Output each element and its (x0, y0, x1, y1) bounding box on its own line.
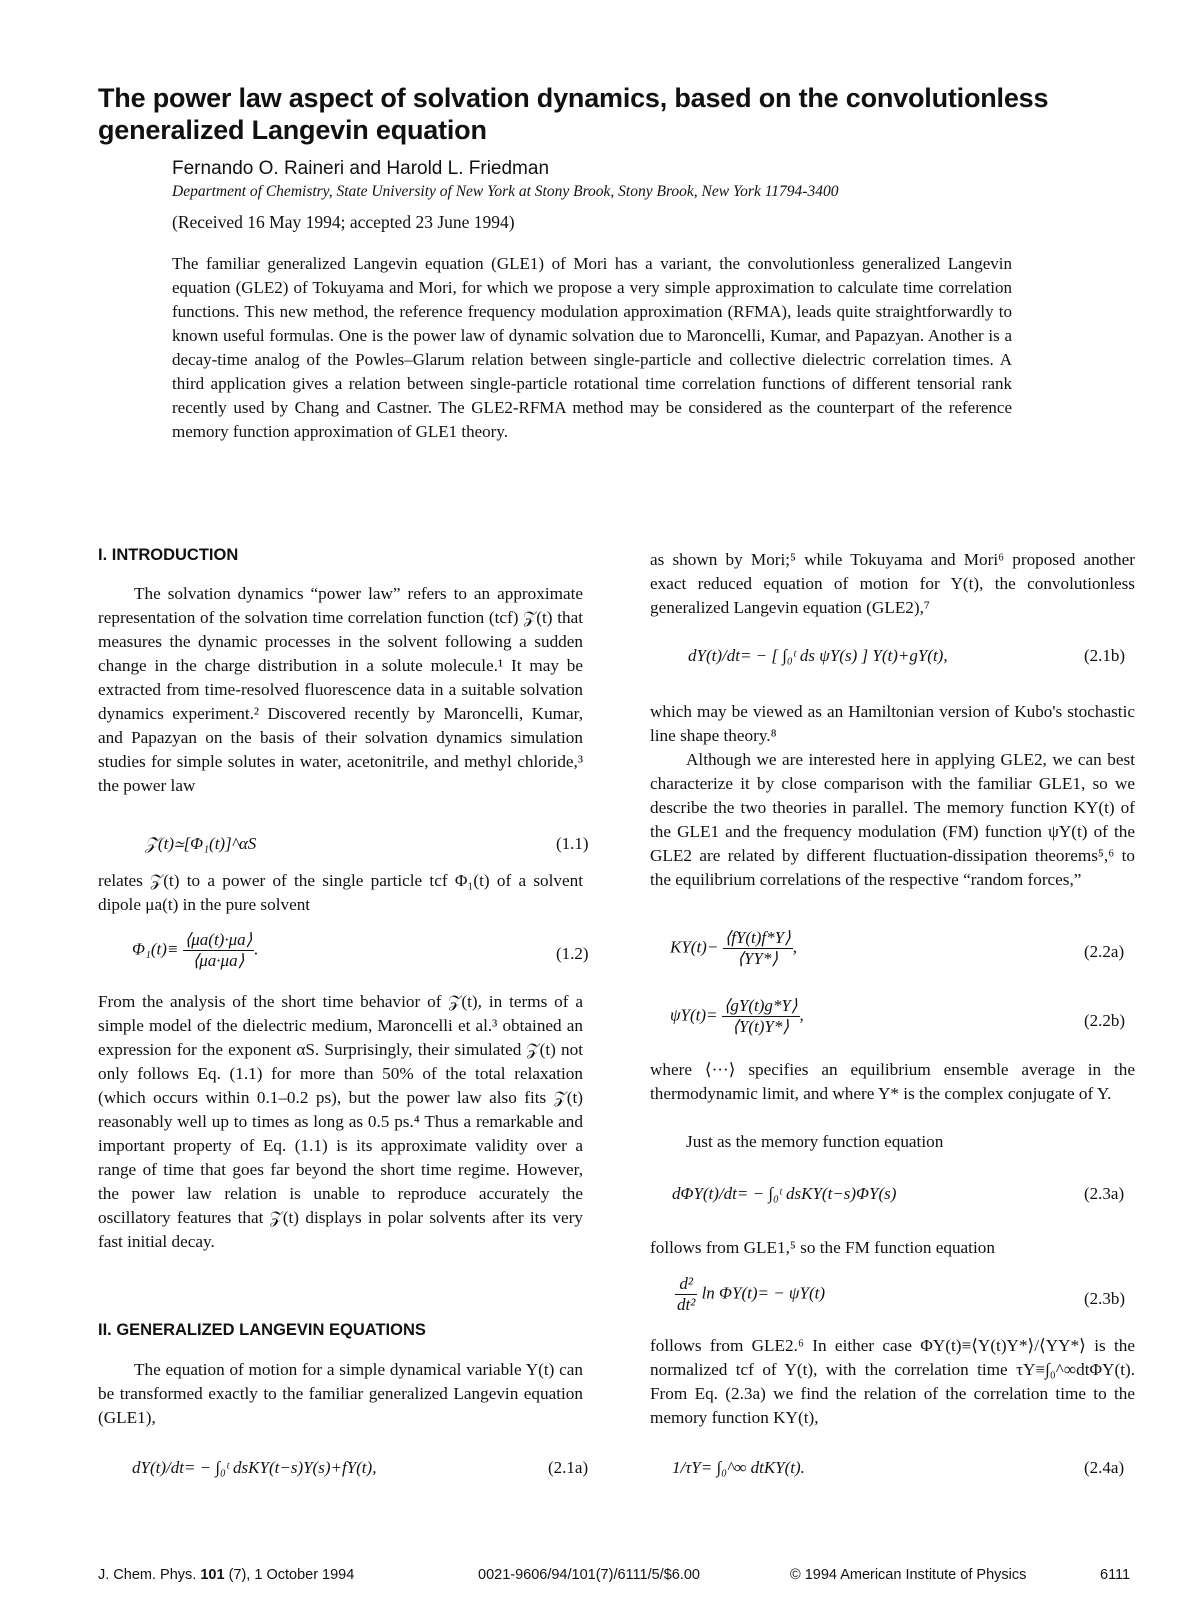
paragraph: From the analysis of the short time behavior of 𝒵(t), in terms of a simple model of the dielectric medium, Maroncelli et al.³ obtained an expression for the exponent αS. Surprisingly, their simulated 𝒵(t) not only follows Eq. (1.1) for more than 50% of the total relaxation (which occurs within 0.1–0.2 ps), but the power law also fits 𝒵(t) reasonably well up to times as long as 0.5 ps.⁴ Thus a remarkable and important property of Eq. (1.1) is its approximate validity over a range of time that goes far beyond the short time regime. However, the power law relation is unable to reproduce accurately the oscillatory features that 𝒵(t) displays in polar solvents after its very fast initial decay. (98, 992, 583, 1251)
equation-number: (2.2b) (1084, 1011, 1126, 1030)
equation-number: (1.1) (556, 834, 589, 853)
paragraph: Although we are interested here in applying GLE2, we can best characterize it by close comparison with the familiar GLE1, so we describe the two theories in parallel. The memory function KY(t) of the GLE1 and the frequency modulation (FM) function ψY(t) of the GLE2 are related by different fluctuation-dissipation theorems⁵,⁶ to the equilibrium correlations of the respective “random forces,” (650, 750, 1135, 889)
received-dates: (Received 16 May 1994; accepted 23 June 1994) (172, 212, 515, 232)
equation-2-3b (675, 1274, 825, 1315)
equation-lhs: ψY(t)= (670, 1005, 718, 1025)
equation-fraction (183, 930, 255, 971)
journal-name: J. Chem. Phys. (98, 1567, 197, 1583)
article-code: 0021-9606/94/101(7)/6111/5/$6.00 (478, 1567, 700, 1583)
equation-1-2: Φ₁(t)≡ $\frac{⟨\mu a(t)\cdot\mu a⟩}{⟨\mu a\cdot\mu a⟩}$ . (132, 930, 259, 970)
right-paragraph-5 (650, 1130, 1135, 1154)
fraction-denominator: ⟨Y(t)Y*⟩ (732, 1017, 790, 1036)
equation-2-4a: 1/τY= ∫₀^∞ dtKY(t). (672, 1458, 805, 1477)
fraction-numerator: ⟨gY(t)g*Y⟩ (723, 996, 798, 1015)
equation-number: (2.3a) (1084, 1184, 1125, 1203)
section-heading-introduction: I. INTRODUCTION (98, 546, 239, 564)
intro-paragraph-2 (98, 869, 583, 917)
fraction-denominator: ⟨YY*⟩ (737, 949, 778, 968)
equation-2-2b: ψY(t)= $\frac{⟨gY(t)g*Y⟩}{⟨Y(t)Y*⟩}$ , (670, 996, 804, 1036)
right-paragraph-7 (650, 1334, 1135, 1430)
equation-fraction (723, 928, 793, 969)
intro-paragraph-3 (98, 990, 583, 1254)
equation-number: (2.1a) (548, 1458, 589, 1477)
paragraph: which may be viewed as an Hamiltonian version of Kubo's stochastic line shape theory.⁸ (650, 702, 1135, 745)
copyright: © 1994 American Institute of Physics (790, 1567, 1027, 1583)
authors: Fernando O. Raineri and Harold L. Friedman (172, 158, 550, 179)
paragraph: follows from GLE2.⁶ In either case ΦY(t)≡⟨Y(t)Y*⟩/⟨YY*⟩ is the normalized tcf of Y(t), with the correlation time τY≡∫₀^∞dtΦY(t). From Eq. (2.3a) we find the relation of the correlation time to the memory function KY(t), (650, 1336, 1135, 1427)
right-paragraph-2 (650, 700, 1135, 748)
equation-number: (2.1b) (1084, 646, 1126, 665)
equation-2-1b: dY(t)/dt= − [ ∫₀ᵗ ds ψY(s) ] Y(t)+gY(t), (688, 646, 948, 665)
paragraph: as shown by Mori;⁵ while Tokuyama and Mori⁶ proposed another exact reduced equation of motion for Y(t), the convolutionless generalized Langevin equation (GLE2),⁷ (650, 550, 1135, 617)
equation-fraction (722, 996, 800, 1037)
equation-2-3a: dΦY(t)/dt= − ∫₀ᵗ dsKY(t−s)ΦY(s) (672, 1184, 897, 1203)
fraction-numerator: ⟨μa(t)·μa⟩ (184, 930, 253, 949)
equation-2-2a: KY(t)− $\frac{⟨fY(t)f*Y⟩}{⟨YY*⟩}$ , (670, 928, 797, 968)
gle-paragraph-1 (98, 1358, 583, 1430)
paragraph: The equation of motion for a simple dynamical variable Y(t) can be transformed exactly to the familiar generalized Langevin equation (GLE1), (98, 1360, 583, 1427)
equation-rhs: ln ΦY(t)= − ψY(t) (701, 1283, 825, 1303)
equation-number: (2.3b) (1084, 1289, 1126, 1308)
equation-number: (2.2a) (1084, 942, 1125, 961)
page-number: 6111 (1100, 1567, 1131, 1583)
equation-2-1a: dY(t)/dt= − ∫₀ᵗ dsKY(t−s)Y(s)+fY(t), (132, 1458, 377, 1477)
right-paragraph-3 (650, 748, 1135, 892)
affiliation: Department of Chemistry, State University of New York at Stony Brook, Stony Brook, New York 11794-3400 (172, 183, 839, 200)
fraction-numerator: d² (675, 1274, 697, 1295)
fraction-denominator: ⟨μa·μa⟩ (192, 951, 245, 970)
intro-paragraph-1 (98, 582, 583, 798)
journal-volume: 101 (200, 1567, 225, 1583)
paragraph: where ⟨···⟩ specifies an equilibrium ensemble average in the thermodynamic limit, and where Y* is the complex conjugate of Y. (650, 1060, 1135, 1103)
paragraph: relates 𝒵(t) to a power of the single particle tcf Φ₁(t) of a solvent dipole μa(t) in the pure solvent (98, 871, 583, 914)
equation-number: (1.2) (556, 944, 589, 963)
right-paragraph-4 (650, 1058, 1135, 1106)
journal-citation (98, 1567, 354, 1583)
equation-fraction (675, 1274, 697, 1315)
right-paragraph-6 (650, 1236, 1135, 1260)
abstract: The familiar generalized Langevin equation (GLE1) of Mori has a variant, the convolutionless generalized Langevin equation (GLE2) of Tokuyama and Mori, for which we propose a very simple approximation to calculate time correlation functions. This new method, the reference frequency modulation approximation (RFMA), leads quite straightforwardly to known useful formulas. One is the power law of dynamic solvation due to Maroncelli, Kumar, and Papazyan. Another is a decay-time analog of the Powles–Glarum relation between single-particle and collective dielectric correlation times. A third application gives a relation between single-particle rotational time correlation functions of different tensorial rank recently used by Chang and Castner. The GLE2-RFMA method may be considered as the counterpart of the reference memory function approximation of GLE1 theory. (172, 254, 1012, 441)
journal-issue-date: (7), 1 October 1994 (228, 1567, 355, 1583)
equation-number: (2.4a) (1084, 1458, 1125, 1477)
equation-1-1: 𝒵(t)≃[Φ₁(t)]^αS (145, 834, 257, 853)
section-heading-gle: II. GENERALIZED LANGEVIN EQUATIONS (98, 1321, 426, 1339)
right-paragraph-1 (650, 548, 1135, 620)
equation-lhs: KY(t)− (670, 937, 719, 957)
paper-title: The power law aspect of solvation dynamics, based on the convolutionless generalized Langevin equation (98, 83, 1049, 145)
paragraph: Just as the memory function equation (686, 1132, 944, 1151)
fraction-denominator: dt² (677, 1295, 696, 1314)
fraction-numerator: ⟨fY(t)f*Y⟩ (724, 928, 791, 947)
paragraph: The solvation dynamics “power law” refers to an approximate representation of the solvation time correlation function (tcf) 𝒵(t) that measures the dynamic processes in the solvent following a sudden change in the charge distribution in a solute molecule.¹ It may be extracted from time-resolved fluorescence data in a suitable solvation dynamics experiment.² Discovered recently by Maroncelli, Kumar, and Papazyan on the basis of their solvation dynamics simulation studies for simple solutes in water, acetonitrile, and methyl chloride,³ the power law (98, 584, 583, 795)
equation-lhs: Φ₁(t)≡ (132, 939, 179, 959)
paragraph: follows from GLE1,⁵ so the FM function equation (650, 1238, 995, 1257)
